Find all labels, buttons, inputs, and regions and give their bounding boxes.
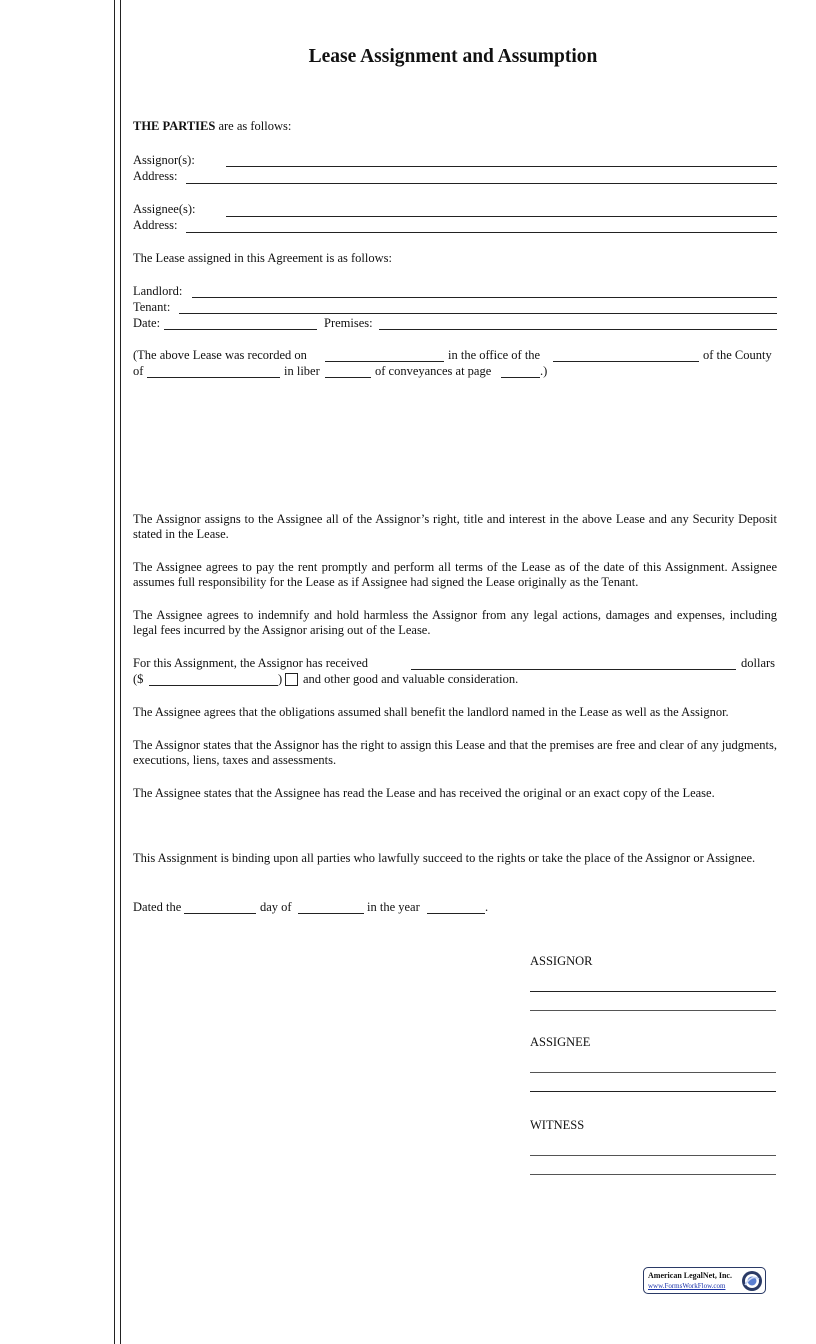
premises-label: Premises: [324, 316, 373, 330]
recorded-text-2b: in liber [284, 364, 320, 378]
logo-globe-icon [741, 1270, 763, 1292]
page-field[interactable] [501, 377, 540, 378]
dated-text-b: day of [260, 900, 292, 914]
assignor-address-field[interactable] [186, 183, 777, 184]
assignor-signature-line-2[interactable] [530, 1010, 776, 1011]
recorded-office-field[interactable] [553, 361, 699, 362]
assignee-label: Assignee(s): [133, 202, 196, 216]
tenant-field[interactable] [179, 313, 777, 314]
paragraph-assigns: The Assignor assigns to the Assignee all of the Assignor’s right, title and interest in the above Lease and any Security Deposit stated in the Lease. [133, 512, 777, 541]
witness-signature-label: WITNESS [530, 1118, 585, 1132]
dated-text-a: Dated the [133, 900, 182, 914]
liber-field[interactable] [325, 377, 371, 378]
paragraph-right: The Assignor states that the Assignor has the right to assign this Lease and that the premises are free and clear of any judgments, executions, liens, taxes and assessments. [133, 738, 777, 767]
consideration-text-c: ($ [133, 672, 144, 686]
recorded-text-1a: (The above Lease was recorded on [133, 348, 307, 362]
landlord-label: Landlord: [133, 284, 183, 298]
assignee-signature-line-1[interactable] [530, 1072, 776, 1073]
consideration-text-e: and other good and valuable consideration. [303, 672, 519, 686]
paragraph-indemnify: The Assignee agrees to indemnify and hold harmless the Assignor from any legal actions, damages and expenses, including legal fees incurred by the Assignor arising out of the Lease. [133, 608, 777, 637]
logo-url-link[interactable]: www.FormsWorkFlow.com [648, 1282, 726, 1290]
paragraph-binding: This Assignment is binding upon all parties who lawfully succeed to the rights or take the place of the Assignor or Assignee. [133, 851, 756, 865]
assignor-name-field[interactable] [226, 166, 777, 167]
consideration-text-a: For this Assignment, the Assignor has received [133, 656, 369, 670]
document-title: Lease Assignment and Assumption [308, 46, 598, 67]
witness-signature-line-1[interactable] [530, 1155, 776, 1156]
paragraph-benefit: The Assignee agrees that the obligations assumed shall benefit the landlord named in the Lease as well as the Assignor. [133, 705, 729, 719]
recorded-text-1c: of the County [703, 348, 772, 362]
premises-field[interactable] [379, 329, 777, 330]
assignee-name-field[interactable] [226, 216, 777, 217]
recorded-text-2d: .) [540, 364, 548, 378]
date-label: Date: [133, 316, 161, 330]
consideration-text-d: ) [278, 672, 283, 686]
assignor-signature-line-1[interactable] [530, 991, 776, 992]
recorded-text-1b: in the office of the [448, 348, 541, 362]
recorded-text-2c: of conveyances at page [375, 364, 492, 378]
assignee-address-label: Address: [133, 218, 178, 232]
assignor-address-label: Address: [133, 169, 178, 183]
dated-day-field[interactable] [184, 913, 256, 914]
dated-year-field[interactable] [427, 913, 485, 914]
parties-heading [133, 119, 291, 134]
lease-intro: The Lease assigned in this Agreement is as follows: [133, 251, 392, 265]
dated-text-d: . [485, 900, 489, 914]
tenant-label: Tenant: [133, 300, 171, 314]
paragraph-agrees: The Assignee agrees to pay the rent promptly and perform all terms of the Lease as of the date of this Assignment. Assignee assumes full responsibility for the Lease as if Assignee had signed the Lease originally as the Tenant. [133, 560, 777, 589]
assignee-signature-line-2[interactable] [530, 1091, 776, 1092]
dated-text-c: in the year [367, 900, 420, 914]
parties-heading-rest: are as follows: [218, 119, 292, 133]
other-consideration-checkbox[interactable] [285, 673, 298, 686]
margin-rule-inner [120, 0, 121, 1344]
assignor-signature-label: ASSIGNOR [530, 954, 593, 968]
consideration-words-field[interactable] [411, 669, 736, 670]
county-field[interactable] [147, 377, 280, 378]
consideration-text-b: dollars [741, 656, 776, 670]
paragraph-read: The Assignee states that the Assignee has read the Lease and has received the original or an exact copy of the Lease. [133, 786, 715, 800]
consideration-amount-field[interactable] [149, 685, 278, 686]
landlord-field[interactable] [192, 297, 777, 298]
logo-company-name: American LegalNet, Inc. [648, 1271, 732, 1280]
recorded-date-field[interactable] [325, 361, 444, 362]
assignor-label: Assignor(s): [133, 153, 195, 167]
assignee-signature-label: ASSIGNEE [530, 1035, 591, 1049]
lease-date-field[interactable] [164, 329, 317, 330]
parties-heading-bold: THE PARTIES [133, 119, 216, 133]
dated-month-field[interactable] [298, 913, 364, 914]
recorded-text-2a: of [133, 364, 144, 378]
american-legalnet-logo[interactable] [643, 1267, 766, 1294]
assignee-address-field[interactable] [186, 232, 777, 233]
witness-signature-line-2[interactable] [530, 1174, 776, 1175]
margin-rule-outer [114, 0, 115, 1344]
